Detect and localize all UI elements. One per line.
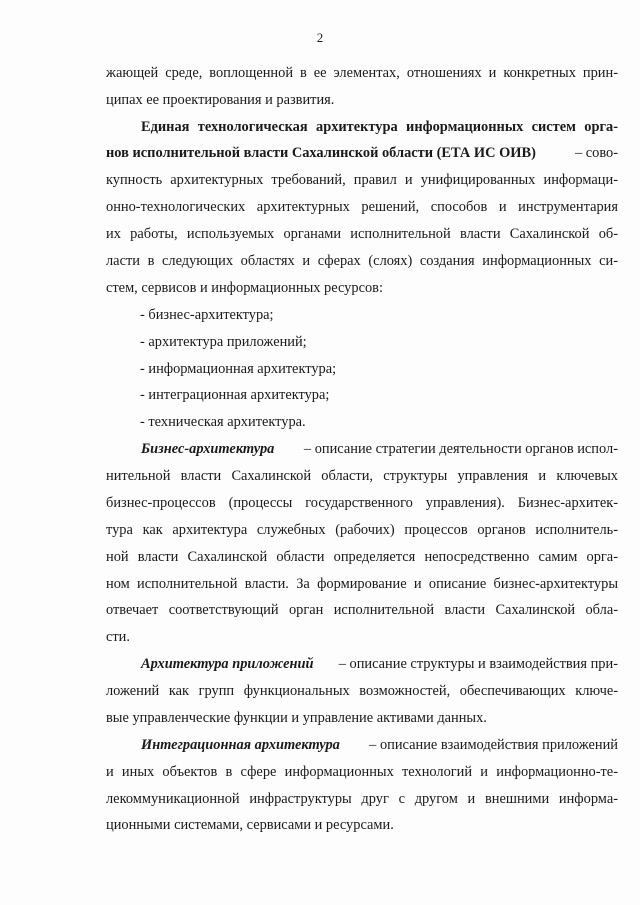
term-heading: Бизнес-архитектура [141, 441, 275, 457]
term-heading: Единая технологическая архитектура информационных систем орга- [141, 119, 618, 135]
list-item: - бизнес-архитектура; [140, 307, 274, 323]
paragraph-line: ционными системами, сервисами и ресурсами. [106, 817, 394, 833]
paragraph-line: лекоммуникационной инфраструктуры друг с другом и внешними информа- [106, 791, 618, 807]
paragraph-line: сти. [106, 629, 130, 645]
paragraph-line: жающей среде, воплощенной в ее элементах, отношениях и конкретных прин- [106, 65, 618, 81]
paragraph-line: ложений как групп функциональных возможностей, обеспечивающих ключе- [106, 683, 618, 699]
paragraph-line [106, 144, 618, 162]
paragraph-line: ципах ее проектирования и развития. [106, 92, 335, 108]
paragraph-line: ной власти Сахалинской области определяется непосредственно самим орга- [106, 549, 618, 565]
paragraph-line: бизнес-процессов (процессы государственного управления). Бизнес-архитек- [106, 495, 618, 511]
term-heading: Архитектура приложений [141, 656, 314, 672]
paragraph-line: отвечает соответствующий орган исполнительной власти Сахалинской обла- [106, 602, 618, 618]
paragraph-line: тура как архитектура служебных (рабочих) процессов органов исполнитель- [106, 522, 618, 538]
term-heading: Интеграционная архитектура [141, 737, 340, 753]
paragraph-line: и иных объектов в сфере информационных технологий и информационно-те- [106, 764, 618, 780]
list-item: - информационная архитектура; [140, 361, 337, 377]
definition-text: – описание стратегии деятельности органов испол- [303, 441, 618, 457]
paragraph-line: купность архитектурных требований, правил и унифицированных информаци- [106, 172, 618, 188]
paragraph-line [141, 736, 618, 754]
paragraph-line: ласти в следующих областях и сферах (слоях) создания информационных си- [106, 253, 618, 269]
paragraph-line: нительной власти Сахалинской области, структуры управления и ключевых [106, 468, 618, 484]
page-number: 2 [316, 30, 324, 45]
list-item: - техническая архитектура. [140, 414, 306, 430]
list-item: - интеграционная архитектура; [140, 387, 330, 403]
paragraph-line [141, 440, 618, 458]
paragraph-line: ном исполнительной власти. За формирование и описание бизнес-архитектуры [106, 576, 618, 592]
list-item: - архитектура приложений; [140, 334, 307, 350]
definition-text: – сово- [574, 145, 618, 161]
definition-text: – описание структуры и взаимодействия при- [338, 656, 618, 672]
paragraph-line [141, 655, 618, 673]
paragraph-line: онно-технологических архитектурных решений, способов и инструментария [106, 199, 618, 215]
paragraph-line: вые управленческие функции и управление активами данных. [106, 710, 487, 726]
term-heading: нов исполнительной власти Сахалинской области (ЕТА ИС ОИВ) [106, 145, 536, 161]
paragraph-line: их работы, используемых органами исполнительной власти Сахалинской об- [106, 226, 618, 242]
paragraph-line: стем, сервисов и информационных ресурсов: [106, 280, 383, 296]
definition-text: – описание взаимодействия приложений [369, 737, 618, 753]
